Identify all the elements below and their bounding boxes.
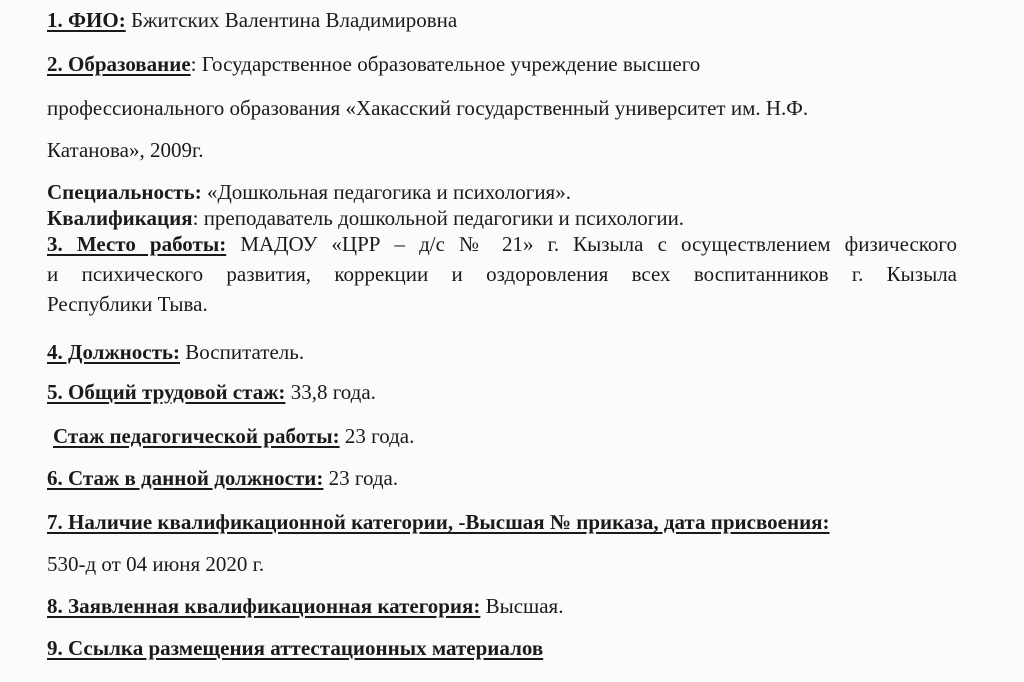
workplace-label: 3. Место работы: (47, 232, 227, 256)
materials-link-line (47, 636, 543, 660)
education-text-1: : Государственное образовательное учреждение высшего (190, 52, 701, 76)
position-value: Воспитатель. (180, 340, 305, 364)
education-line-3 (47, 138, 203, 162)
category-label: 7. Наличие квалификационной категории, -Высшая № приказа, дата присвоения: (47, 510, 830, 534)
category-value: 530-д от 04 июня 2020 г. (47, 552, 265, 576)
declared-category-label: 8. Заявленная квалификационная категория: (47, 594, 481, 618)
total-experience-value: 33,8 года. (285, 380, 376, 404)
workplace-line-3 (47, 292, 208, 316)
education-text-2: профессионального образования «Хакасский государственный университет им. Н.Ф. (47, 96, 809, 120)
category-value-line (47, 552, 264, 576)
materials-link-label: 9. Ссылка размещения аттестационных материалов (47, 636, 544, 660)
position-experience-value: 23 года. (323, 466, 399, 490)
position-label: 4. Должность: (47, 340, 181, 364)
education-text-3: Катанова», 2009г. (47, 138, 204, 162)
position-line (47, 340, 304, 364)
qualification-line (47, 206, 684, 230)
position-experience-label: 6. Стаж в данной должности: (47, 466, 324, 490)
education-line-1 (47, 52, 700, 76)
workplace-text-3: Республики Тыва. (47, 292, 208, 316)
workplace-line-2 (47, 262, 957, 286)
teaching-experience-line (53, 424, 414, 448)
teaching-experience-label: Стаж педагогической работы: (53, 424, 340, 448)
fio-value: Бжитских Валентина Владимировна (125, 8, 458, 32)
education-line-2 (47, 96, 808, 120)
specialty-value: «Дошкольная педагогика и психология». (201, 180, 571, 204)
workplace-text-2: и психического развития, коррекции и оздоровления всех воспитанников г. Кызыла (47, 262, 957, 286)
total-experience-label: 5. Общий трудовой стаж: (47, 380, 286, 404)
specialty-label: Специальность: (47, 180, 202, 204)
category-line (47, 510, 830, 534)
teaching-experience-value: 23 года. (339, 424, 415, 448)
fio-line (47, 8, 457, 32)
qualification-value: : преподаватель дошкольной педагогики и психологии. (192, 206, 685, 230)
declared-category-line (47, 594, 563, 618)
qualification-label: Квалификация (47, 206, 193, 230)
fio-label: 1. ФИО: (47, 8, 126, 32)
workplace-line-1 (47, 232, 957, 256)
education-label: 2. Образование (47, 52, 191, 76)
specialty-line (47, 180, 571, 204)
total-experience-line (47, 380, 376, 404)
declared-category-value: Высшая. (480, 594, 564, 618)
workplace-text-1: МАДОУ «ЦРР – д/с № 21» г. Кызыла с осуществлением физического (226, 232, 957, 256)
position-experience-line (47, 466, 398, 490)
